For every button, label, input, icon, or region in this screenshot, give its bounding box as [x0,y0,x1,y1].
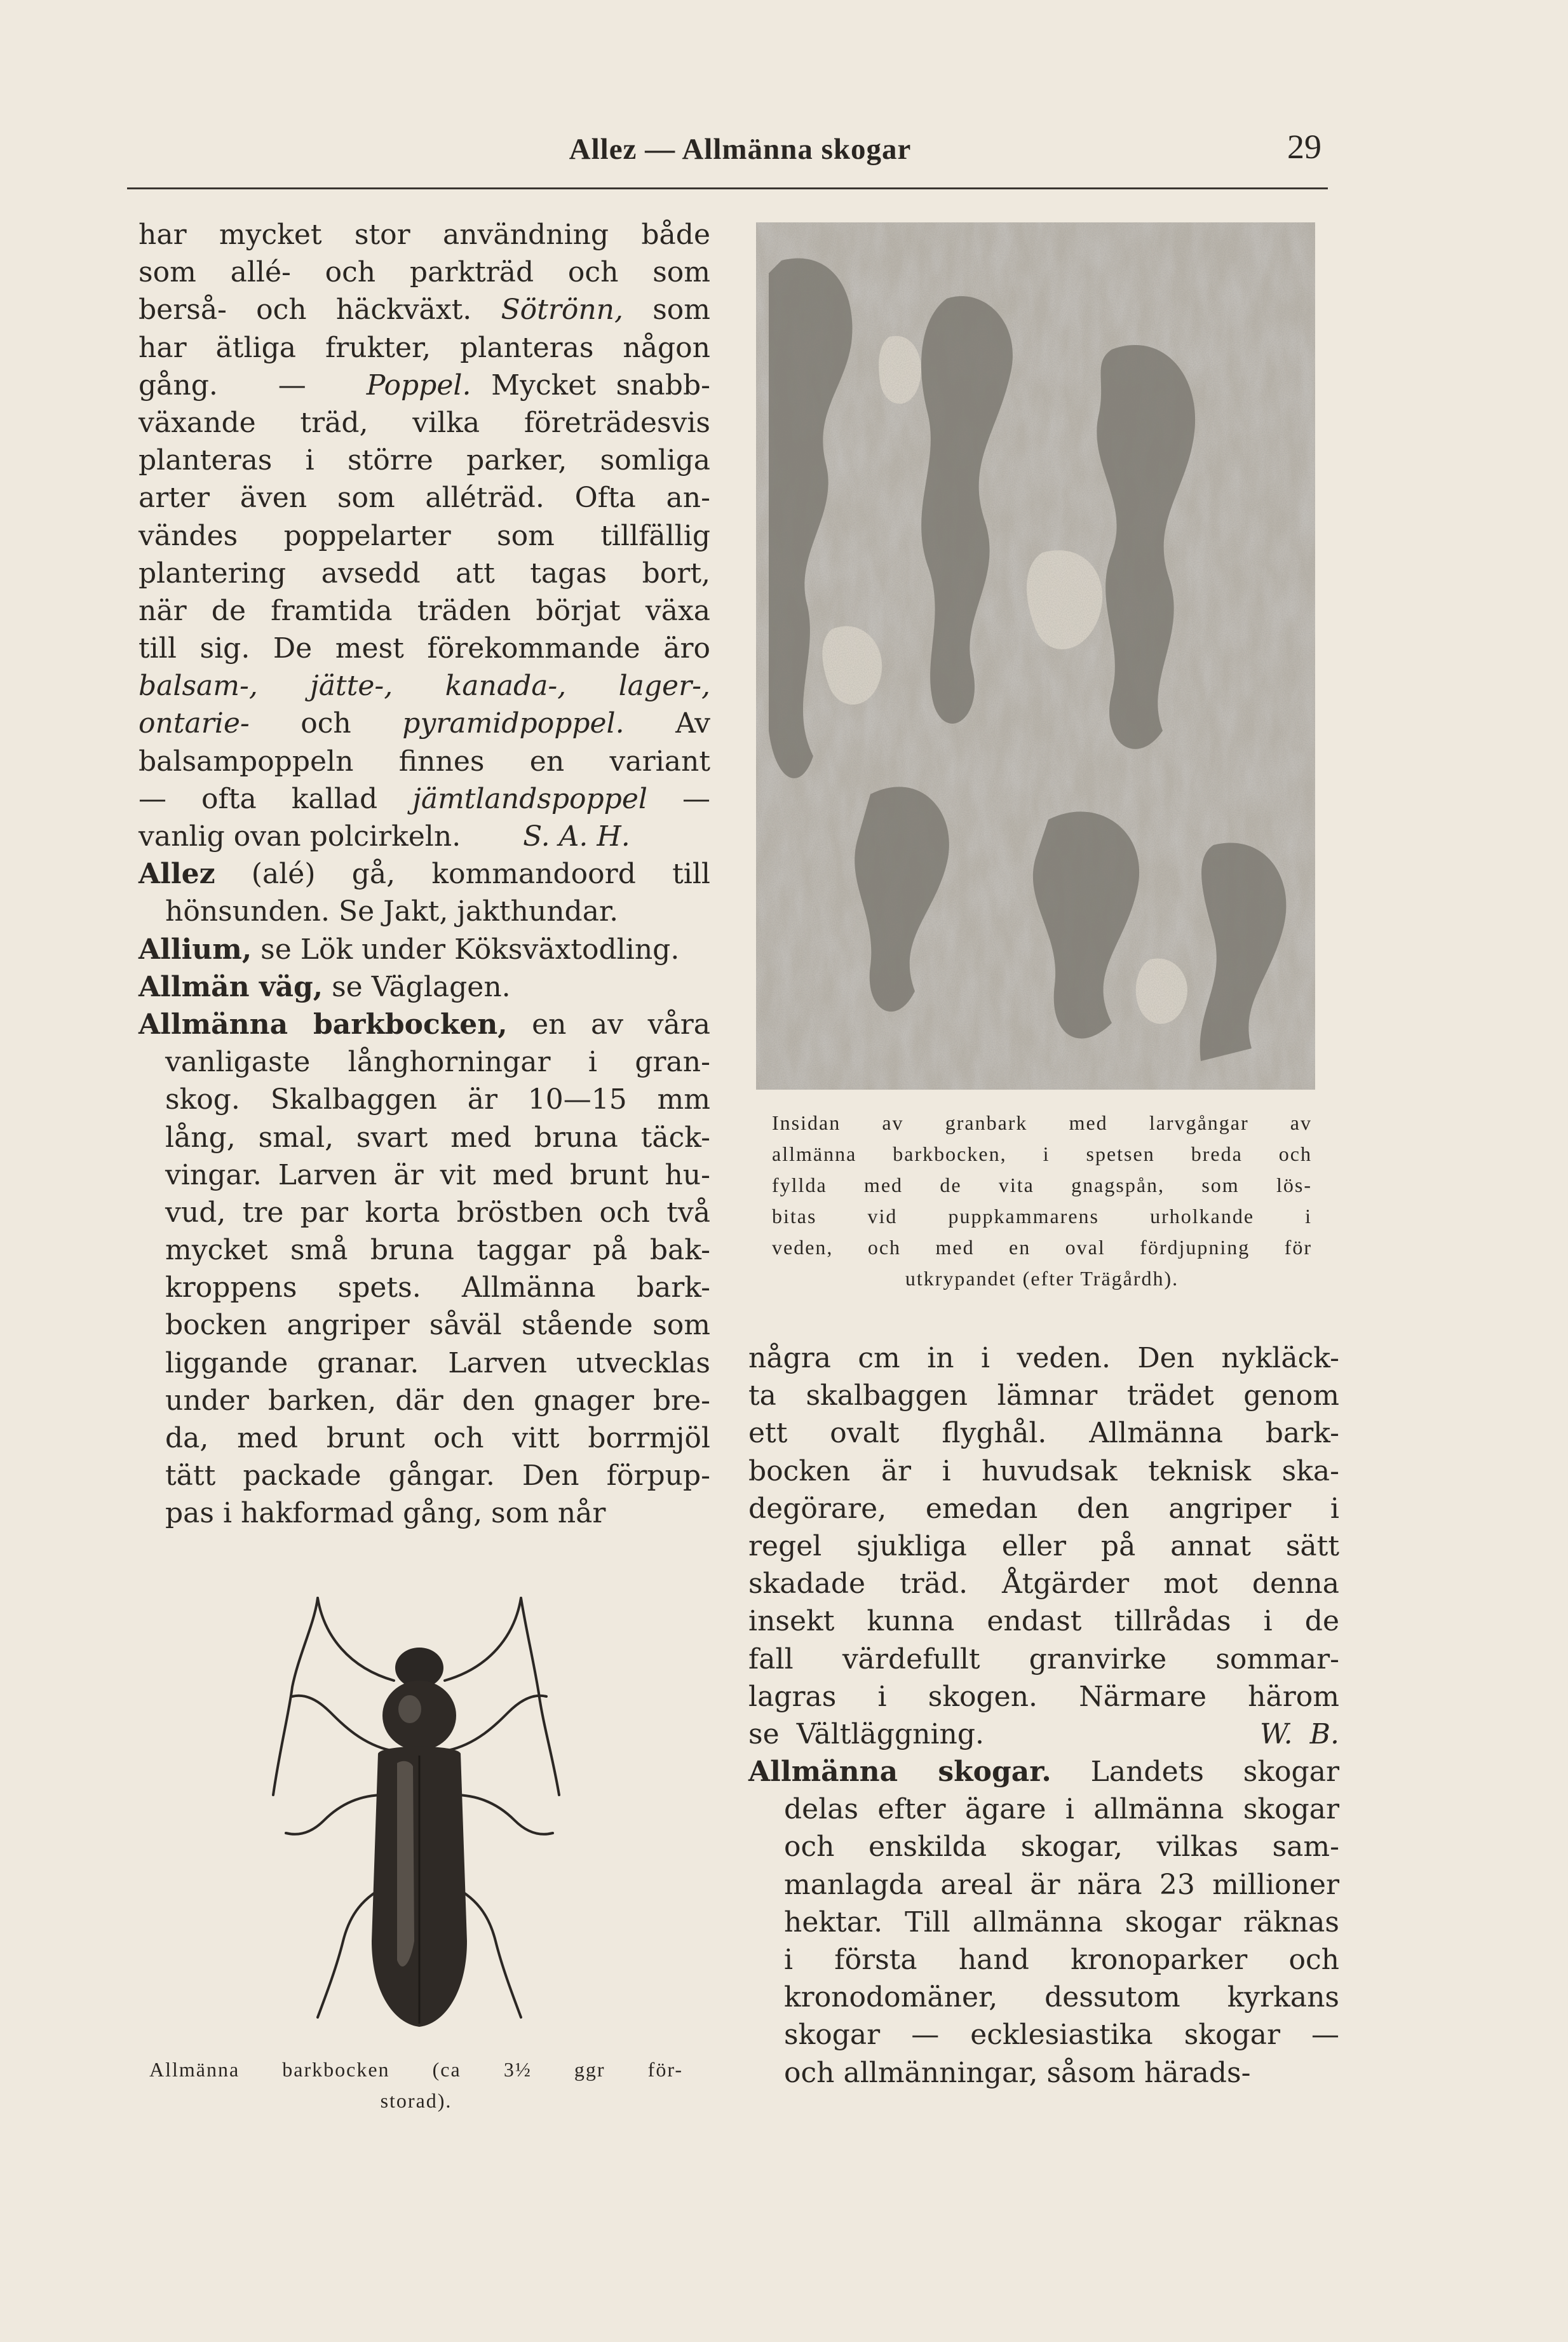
text-line [139,931,710,968]
text-line [748,1339,1339,1377]
line-text: se Lök under Köksväxtodling. [252,933,680,966]
text-line [139,1194,710,1231]
text-line [139,442,710,479]
caption-line: storad). [380,2089,452,2112]
line-text: lagras i skogen. Närmare härom [748,1680,1339,1713]
line-text: regel sjukliga eller på annat sätt [748,1529,1339,1562]
text-line [139,1382,710,1419]
line-text: och allmänningar, såsom härads- [784,2056,1251,2089]
line-text: bocken är i huvudsak teknisk ska- [748,1454,1339,1487]
line-text: har mycket stor användning både [139,219,710,251]
text-line [748,1377,1339,1414]
line-text: delas efter ägare i allmänna skogar [784,1793,1339,1826]
line-text [566,670,618,702]
entry-headword: Allmän väg, [139,970,323,1003]
line-text: berså- och häckväxt. [139,294,501,327]
line-text: som allé- och parkträd och som [139,256,710,289]
line-text: gång. — [139,369,367,402]
line-text: och enskilda skogar, vilkas sam- [784,1831,1339,1864]
text-line [748,2054,1339,2092]
line-text: växande träd, vilka företrädesvis [139,406,710,439]
line-text: mycket små bruna taggar på bak- [165,1234,710,1267]
text-line [139,517,710,555]
text-line [748,1904,1339,1941]
line-text: pas i hakformad gång, som når [165,1497,606,1530]
line-text: har ätliga frukter, planteras någon [139,331,710,364]
line-text: tätt packade gångar. Den förpup- [165,1459,710,1493]
line-text: da, med brunt och vitt borrmjöl [165,1422,710,1454]
line-text: vanligaste långhorningar i gran- [165,1046,710,1079]
caption-line: Allmänna barkbocken (ca 3½ ggr för- [149,2058,683,2081]
italic-term: ontarie- [139,707,250,740]
text-line [139,1457,710,1494]
line-text: en av våra [507,1008,710,1041]
running-header [152,127,1328,172]
text-line [748,1828,1339,1865]
text-line [139,592,710,630]
entry-headword: Allmänna skogar. [748,1756,1051,1789]
text-line [139,1156,710,1194]
text-line [748,1979,1339,2016]
italic-term: pyramidpoppel. [402,707,625,740]
text-line [139,667,710,705]
text-line [748,1678,1339,1716]
left-column-text [139,216,710,1533]
text-line [139,893,710,930]
line-text: degörare, emedan den angriper i [748,1492,1339,1525]
line-text: skogar — ecklesiastika skogar — [784,2019,1339,2052]
italic-term: W. B. [1260,1717,1339,1750]
text-line [139,1269,710,1306]
line-text: balsampoppeln finnes en variant [139,745,710,778]
italic-term: jämtlandspoppel [412,782,647,815]
italic-term: kanada-, [445,670,567,703]
line-text: insekt kunna endast tillrådas i de [748,1605,1339,1638]
bark-photo [756,222,1315,1090]
text-line [139,705,710,742]
line-text: liggande granar. Larven utvecklas [165,1346,710,1379]
text-line [139,1119,710,1156]
line-text: hektar. Till allmänna skogar räknas [784,1905,1339,1939]
line-text: skog. Skalbaggen är 10—15 mm [165,1083,710,1116]
text-line [748,1941,1339,1979]
line-text: kroppens spets. Allmänna bark- [165,1271,710,1304]
line-text [393,670,445,702]
text-line [139,254,710,291]
bark-photo-caption [772,1107,1312,1294]
line-text: till sig. De mest förekommande äro [139,632,710,665]
caption-line: fyllda med de vita gnagspån, som lös- [772,1174,1312,1196]
line-text: när de framtida träden börjat växa [139,594,710,627]
text-line [748,1565,1339,1602]
line-text: ett ovalt flyghål. Allmänna bark- [748,1417,1339,1450]
text-line [139,780,710,818]
line-text: skadade träd. Åtgärder mot denna [748,1567,1339,1601]
text-line [139,1419,710,1457]
text-line [139,1494,710,1532]
text-line [748,1414,1339,1452]
entry-headword: Allium, [139,933,252,966]
line-text: plantering avsedd att tagas bort, [139,557,710,590]
line-text: vanlig ovan polcirkeln. [139,820,524,853]
line-text: — [647,782,710,815]
beetle-caption [149,2054,683,2116]
text-line [748,1753,1339,1790]
line-text: Av [624,707,710,740]
text-line [139,818,710,855]
text-line [139,855,710,893]
text-line [748,1866,1339,1904]
text-line [748,1602,1339,1640]
text-line [139,1344,710,1382]
line-text: vud, tre par korta bröstben och två [165,1196,710,1229]
caption-line: utkrypandet (efter Trägårdh). [905,1267,1179,1290]
text-line [139,479,710,517]
line-text: manlagda areal är nära 23 millioner [784,1868,1339,1901]
text-line [139,216,710,254]
line-text: Landets skogar [1051,1756,1339,1789]
text-line [139,555,710,592]
italic-term: lager-, [618,670,710,703]
line-text: (alé) gå, kommandoord till [215,858,710,891]
line-text: se Väglagen. [323,970,511,1003]
text-line [139,743,710,780]
line-text: några cm in i veden. Den nykläck- [748,1342,1339,1374]
line-text: i första hand kronoparker och [784,1944,1339,1976]
caption-line: veden, och med en oval fördjupning för [772,1236,1312,1259]
text-line [139,329,710,367]
text-line [139,1231,710,1269]
caption-line: bitas vid puppkammarens urholkande i [772,1205,1312,1228]
line-text: — ofta kallad [139,782,413,815]
line-text: under barken, där den gnager bre- [165,1384,710,1417]
line-text: lång, smal, svart med bruna täck- [165,1121,710,1154]
line-text: arter även som alléträd. Ofta an- [139,482,710,515]
caption-line: Insidan av granbark med larvgångar av [772,1111,1312,1134]
text-line [139,630,710,667]
text-line [748,1527,1339,1565]
header-title: Allez — Allmänna skogar [569,133,912,166]
text-line [748,1790,1339,1828]
text-line [748,1716,1339,1753]
line-text: se Vältläggning. [748,1717,1260,1750]
text-line [139,1006,710,1043]
line-text: och [249,707,403,740]
line-text: fall värdefullt granvirke sommar- [748,1642,1339,1675]
line-text: hönsunden. Se Jakt, jakthundar. [165,895,619,928]
line-text: planteras i större parker, somliga [139,444,710,477]
text-line [748,1452,1339,1490]
page-number: 29 [1287,128,1321,166]
line-text: kronodomäner, dessutom kyrkans [784,1981,1339,2014]
header-rule [127,187,1328,189]
text-line [139,367,710,404]
text-line [139,404,710,442]
caption-line: allmänna barkbocken, i spetsen breda och [772,1142,1312,1165]
italic-term: S. A. H. [523,820,630,853]
line-text: bocken angriper såväl stående som [165,1309,710,1342]
beetle-illustration [254,1585,585,2030]
line-text [258,670,310,702]
text-line [139,1043,710,1081]
italic-term: jätte-, [310,670,393,703]
italic-term: Sötrönn, [501,294,623,327]
text-line [139,1306,710,1344]
entry-headword: Allez [139,858,215,891]
italic-term: balsam-, [139,670,258,703]
entry-headword: Allmänna barkbocken, [139,1008,508,1041]
text-line [748,1641,1339,1678]
right-column-text [748,1339,1339,2092]
text-line [139,1081,710,1118]
line-text: som [623,294,711,327]
line-text: Mycket snabb- [471,369,710,402]
text-line [139,291,710,328]
line-text: vändes poppelarter som tillfällig [139,519,710,552]
italic-term: Poppel. [366,369,471,402]
text-line [748,1490,1339,1527]
text-line [748,2016,1339,2054]
line-text: vingar. Larven är vit med brunt hu- [165,1158,710,1191]
text-line [139,968,710,1006]
line-text: ta skalbaggen lämnar trädet genom [748,1379,1339,1412]
